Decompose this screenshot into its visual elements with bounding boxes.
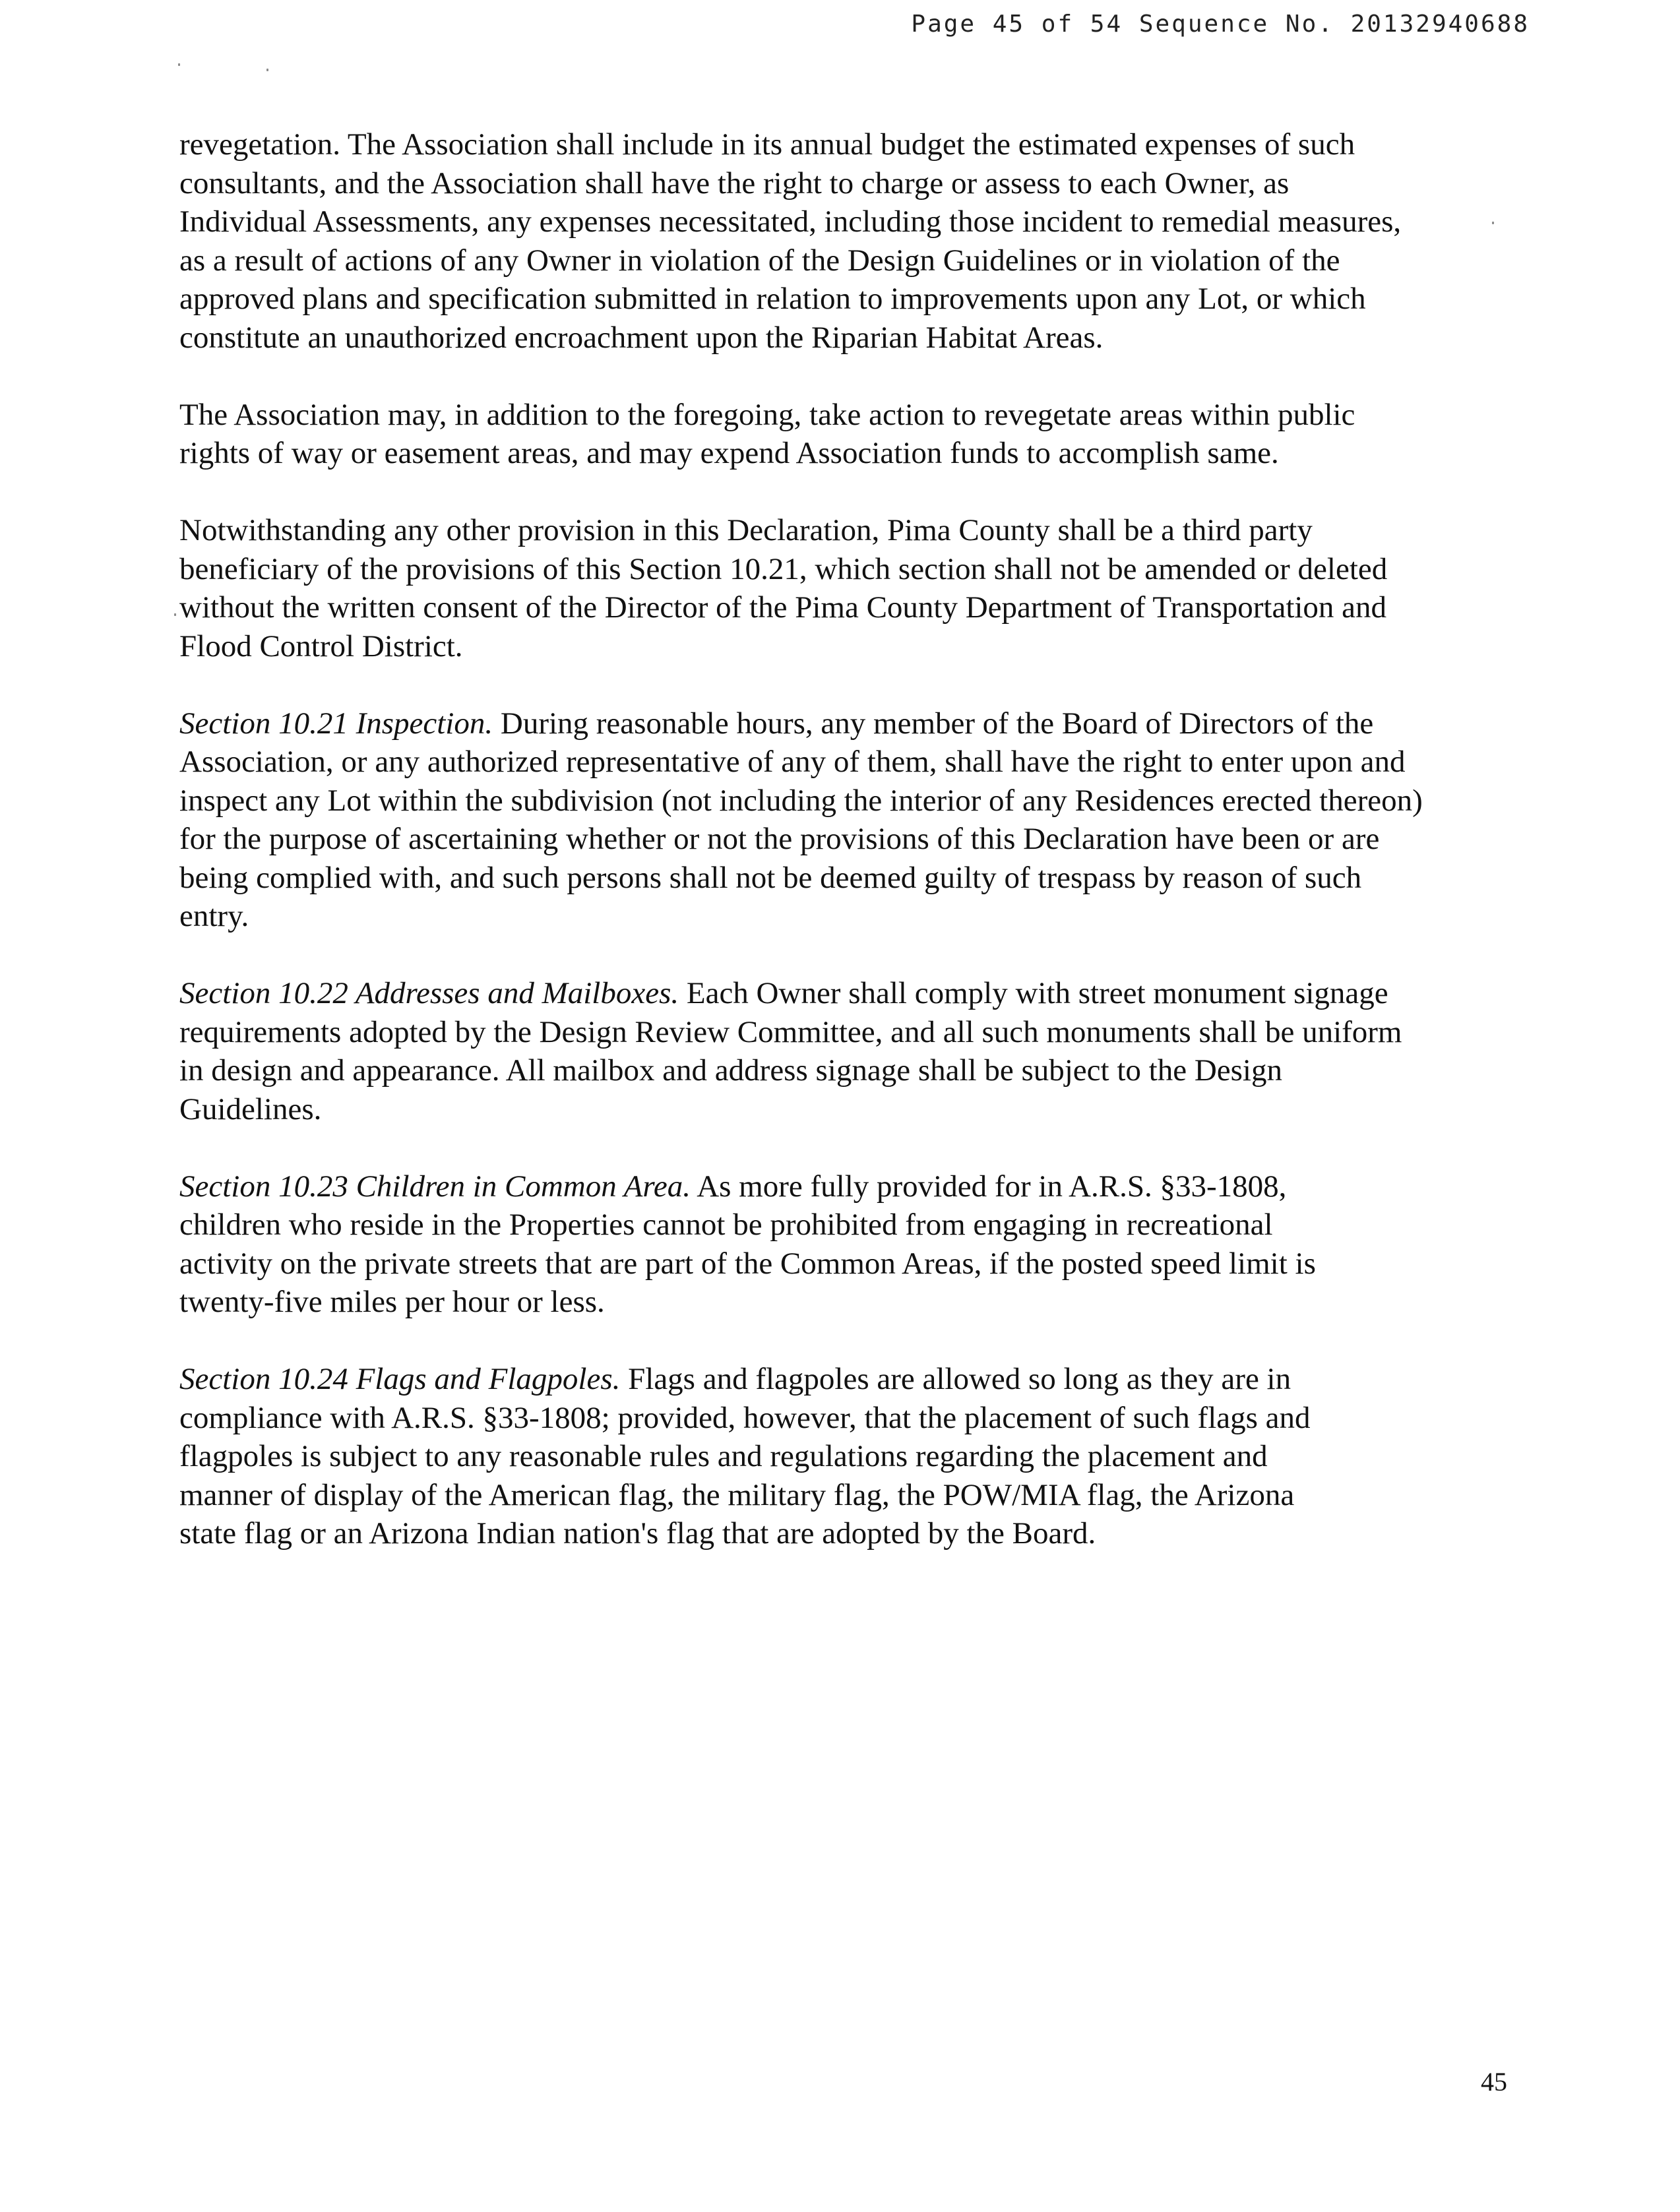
section-10-21-inspection: [179, 704, 1518, 936]
text-line: activity on the private streets that are part of the Common Areas, if the posted speed limit is: [179, 1246, 1316, 1281]
text-line: twenty-five miles per hour or less.: [179, 1285, 605, 1319]
text-line: [179, 974, 1518, 1013]
text-line: state flag or an Arizona Indian nation's flag that are adopted by the Board.: [179, 1516, 1096, 1551]
scan-speck: [174, 613, 176, 616]
scan-speck: [266, 69, 268, 71]
text-line: Association, or any authorized representative of any of them, shall have the right to enter upon and: [179, 745, 1406, 779]
paragraph-revegetation-budget: [179, 125, 1518, 357]
text-line: Notwithstanding any other provision in this Declaration, Pima County shall be a third party: [179, 513, 1313, 547]
text-run: Flags and flagpoles are allowed so long as they are in: [620, 1362, 1291, 1396]
section-heading: Section 10.23 Children in Common Area.: [179, 1169, 691, 1204]
text-line: Flood Control District.: [179, 629, 463, 663]
text-line: requirements adopted by the Design Review Committee, and all such monuments shall be uniform: [179, 1014, 1402, 1049]
section-10-22-addresses-mailboxes: [179, 974, 1518, 1128]
paragraph-revegetate-public-areas: [179, 396, 1518, 473]
document-body: [179, 125, 1518, 1591]
text-line: approved plans and specification submitted in relation to improvements upon any Lot, or which: [179, 282, 1366, 316]
text-line: as a result of actions of any Owner in violation of the Design Guidelines or in violation of the: [179, 243, 1340, 278]
page-header: Page 45 of 54 Sequence No. 20132940688: [911, 11, 1530, 38]
text-line: inspect any Lot within the subdivision (not including the interior of any Residences erected thereon): [179, 783, 1423, 818]
text-line: beneficiary of the provisions of this Section 10.21, which section shall not be amended or deleted: [179, 551, 1388, 586]
text-run: During reasonable hours, any member of the Board of Directors of the: [493, 706, 1374, 741]
text-line: The Association may, in addition to the foregoing, take action to revegetate areas within public: [179, 397, 1355, 432]
section-heading: Section 10.24 Flags and Flagpoles.: [179, 1362, 621, 1396]
section-10-23-children-common-area: [179, 1167, 1518, 1322]
text-run: As more fully provided for in A.R.S. §33-1808,: [691, 1169, 1287, 1204]
text-line: without the written consent of the Director of the Pima County Department of Transportation and: [179, 590, 1387, 625]
text-line: constitute an unauthorized encroachment upon the Riparian Habitat Areas.: [179, 320, 1104, 355]
section-heading: Section 10.22 Addresses and Mailboxes.: [179, 976, 679, 1010]
text-line: in design and appearance. All mailbox and address signage shall be subject to the Design: [179, 1053, 1282, 1088]
scan-speck: [178, 63, 180, 66]
text-line: Individual Assessments, any expenses necessitated, including those incident to remedial measures,: [179, 204, 1402, 239]
text-line: [179, 1167, 1518, 1206]
text-line: being complied with, and such persons shall not be deemed guilty of trespass by reason of such: [179, 860, 1362, 895]
paragraph-pima-county-beneficiary: [179, 511, 1518, 665]
text-line: entry.: [179, 899, 249, 933]
text-line: Guidelines.: [179, 1091, 322, 1126]
text-line: children who reside in the Properties cannot be prohibited from engaging in recreational: [179, 1208, 1273, 1242]
section-heading: Section 10.21 Inspection.: [179, 706, 493, 741]
text-line: [179, 704, 1518, 743]
text-line: flagpoles is subject to any reasonable rules and regulations regarding the placement and: [179, 1439, 1268, 1473]
text-line: revegetation. The Association shall include in its annual budget the estimated expenses of such: [179, 127, 1355, 162]
text-line: rights of way or easement areas, and may expend Association funds to accomplish same.: [179, 436, 1279, 470]
text-line: for the purpose of ascertaining whether or not the provisions of this Declaration have been or are: [179, 822, 1380, 856]
text-line: consultants, and the Association shall have the right to charge or assess to each Owner, as: [179, 166, 1290, 200]
text-line: compliance with A.R.S. §33-1808; provided, however, that the placement of such flags and: [179, 1400, 1311, 1435]
text-line: [179, 1360, 1518, 1399]
text-line: manner of display of the American flag, the military flag, the POW/MIA flag, the Arizona: [179, 1477, 1295, 1512]
section-10-24-flags-flagpoles: [179, 1360, 1518, 1553]
text-run: Each Owner shall comply with street monument signage: [679, 976, 1388, 1010]
page-number: 45: [1481, 2067, 1507, 2097]
